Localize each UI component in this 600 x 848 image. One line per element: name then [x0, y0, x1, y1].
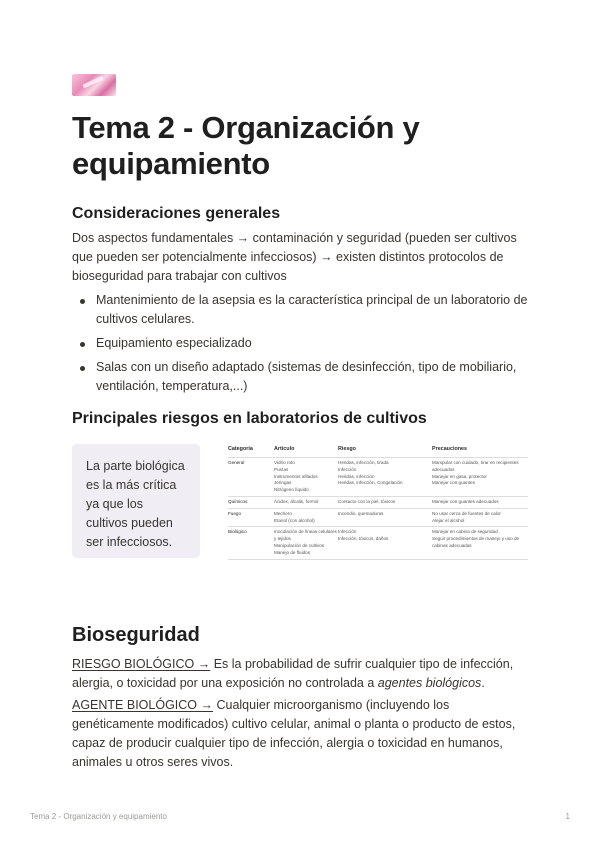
table-cell-line: Químicos: [228, 498, 248, 504]
table-cell: [338, 499, 432, 506]
table-cell-line: Puntas: [274, 466, 289, 472]
callout-box: [72, 444, 200, 558]
intro-paragraph: Dos aspectos fundamentales → contaminación y seguridad (pueden ser cultivos que pueden ser potencialmente infecciosos) → existen distintos protocolos de bioseguridad para trabajar con cultivos: [72, 231, 517, 283]
table-cell-line: Alejar el alcohol: [432, 517, 465, 523]
table-cell: [274, 499, 338, 506]
table-cell: [432, 460, 528, 494]
table-cell-line: Manejo de fluidos: [274, 549, 311, 555]
table-cell: [228, 511, 274, 525]
riesgo-emphasis: agentes biológicos: [377, 676, 482, 690]
table-cell-line: Manipular con cuidado, tirar en recipientes adecuados: [432, 460, 519, 472]
footer-title: Tema 2 - Organización y equipamiento: [30, 812, 167, 821]
page-title: Tema 2 - Organización y equipamiento: [72, 110, 420, 181]
table-row: [228, 458, 528, 497]
table-header: Artículo: [274, 446, 295, 452]
table-row: [228, 497, 528, 509]
page-cover-icon: [72, 74, 116, 96]
table-cell: [228, 499, 274, 506]
table-cell-line: Fuego: [228, 510, 242, 516]
table-cell: [274, 511, 338, 525]
risk-table-image: [228, 444, 528, 560]
table-cell: [432, 499, 528, 506]
table-cell-line: Manejar en cabina de seguridad: [432, 529, 498, 535]
table-cell-line: Jeringas: [274, 480, 292, 486]
table-cell: [338, 529, 432, 556]
agente-biologico-paragraph: [72, 696, 532, 772]
agente-definition: Cualquier microorganismo (incluyendo los genéticamente modificados) cultivo celular, animal o planta o producto de estos, capaz de producir cualquier tipo de infección, alergia o toxicidad en humanos, animales u otros seres vivos.: [72, 698, 516, 769]
table-cell-line: Infección: [338, 466, 357, 472]
table-cell-line: Etanol (con alcohol): [274, 517, 315, 523]
page-number: 1: [565, 812, 570, 821]
table-cell: [338, 511, 432, 525]
page-footer: [30, 812, 570, 821]
table-cell: [432, 511, 528, 525]
table-cell-line: Heridas, infección, Congelación: [338, 480, 403, 486]
table-cell-line: Mechero: [274, 510, 292, 516]
table-row: [228, 527, 528, 559]
table-cell-line: Biológico: [228, 529, 247, 535]
table-cell-line: Seguir procedimientos de manejo y uso de cabinas adecuadas: [432, 536, 520, 548]
table-cell-line: Manipulación de cultivos: [274, 542, 325, 548]
table-cell-line: Incendio, quemaduras: [338, 510, 384, 516]
table-cell: [228, 529, 274, 556]
table-cell-line: Nitrógeno líquido: [274, 487, 309, 493]
table-cell: [274, 460, 338, 494]
table-cell: [338, 460, 432, 494]
riesgo-term: RIESGO BIOLÓGICO →: [72, 657, 211, 671]
riesgo-end: .: [481, 676, 485, 690]
table-cell-line: General: [228, 460, 245, 465]
list-item: Equipamiento especializado: [72, 334, 532, 353]
table-cell-line: Vidrio roto: [274, 460, 295, 465]
table-body: [228, 458, 528, 560]
table-cell-line: Manejar en gasa, protector: [432, 473, 487, 479]
list-item: Salas con un diseño adaptado (sistemas de desinfección, tipo de mobiliario, ventilación, temperatura,...): [72, 358, 532, 396]
riesgo-definition: Es la probabilidad de sufrir cualquier tipo de infección, alergia, o toxicidad por una exposición no controlada a: [72, 657, 514, 690]
table-header: Riesgo: [338, 446, 356, 452]
table-header-row: [228, 444, 528, 458]
table-cell-line: Infección: [338, 529, 357, 535]
table-cell-line: Heridas, infección: [338, 473, 375, 479]
list-item: Mantenimiento de la asepsia es la característica principal de un laboratorio de cultivos celulares.: [72, 291, 532, 329]
table-cell-line: Instrumentos afilados: [274, 473, 318, 479]
table-header: Categoría: [228, 446, 253, 452]
table-row: [228, 509, 528, 528]
table-cell-line: Manejar con guantes: [432, 480, 475, 486]
table-cell-line: No usar cerca de fuentes de calor: [432, 510, 501, 516]
heading-riesgos: Principales riesgos en laboratorios de cultivos: [72, 410, 427, 427]
table-header: Precauciones: [432, 446, 468, 452]
table-cell-line: Inoculación de líneas celulares y tejidos: [274, 529, 337, 542]
considerations-list: [72, 291, 532, 401]
heading-bioseguridad: Bioseguridad: [72, 624, 200, 646]
table-cell-line: Heridas, infección, tirada: [338, 460, 389, 465]
table-cell: [274, 529, 338, 556]
table-cell-line: Ácidos, álcalis, formol: [274, 498, 319, 504]
table-cell: [228, 460, 274, 494]
table-cell: [432, 529, 528, 556]
table-cell-line: Manejar con guantes adecuados: [432, 498, 499, 504]
table-cell-line: Infección, tóxicos, daños: [338, 536, 389, 542]
agente-term: AGENTE BIOLÓGICO →: [72, 698, 213, 712]
callout-text: La parte biológica es la más crítica ya que los cultivos pueden ser infecciosos.: [86, 459, 185, 549]
heading-consideraciones: Consideraciones generales: [72, 205, 281, 222]
riesgo-biologico-paragraph: [72, 655, 532, 693]
table-cell-line: Contacto con la piel, tóxicos: [338, 498, 396, 504]
